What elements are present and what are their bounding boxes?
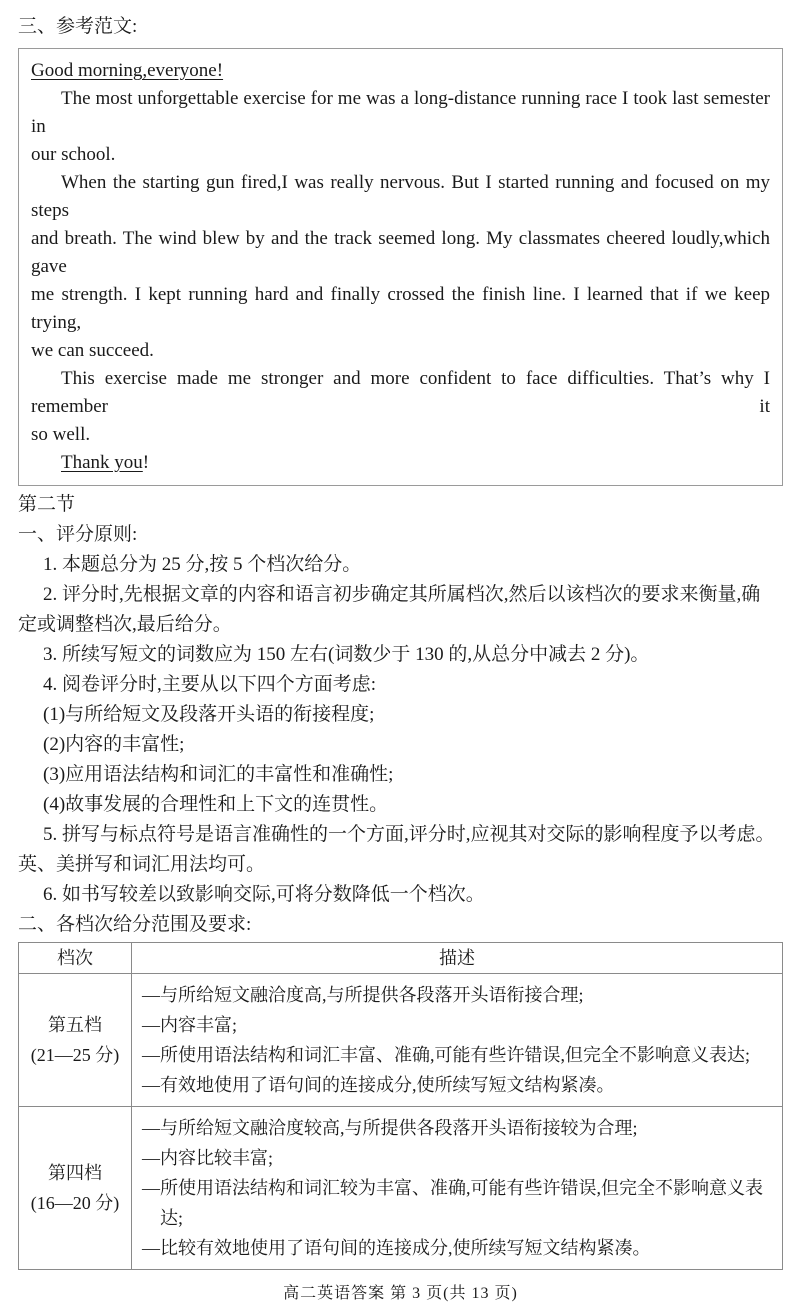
principle-line: 英、美拼写和词汇用法均可。 — [18, 854, 266, 875]
principle-line: 4. 阅卷评分时,主要从以下四个方面考虑: — [43, 674, 377, 695]
essay-line: and breath. The wind blew by and the track seemed long. My classmates cheered loudly,which gave — [31, 228, 770, 277]
principle-line: 1. 本题总分为 25 分,按 5 个档次给分。 — [43, 554, 362, 575]
level-cell — [19, 1107, 132, 1270]
criterion-line: —所使用语法结构和词汇丰富、准确,可能有些许错误,但完全不影响意义表达; — [142, 1045, 750, 1065]
description-cell — [132, 974, 783, 1107]
criterion-line: —内容比较丰富; — [142, 1148, 274, 1168]
essay-closing: Thank you! — [61, 452, 150, 473]
table-row — [19, 974, 783, 1107]
header-level: 档次 — [19, 943, 132, 974]
criterion-line: —有效地使用了语句间的连接成分,使所续写短文结构紧凑。 — [142, 1075, 615, 1095]
scoring-principles-heading: 一、评分原则: — [18, 524, 138, 545]
principle-line: (2)内容的丰富性; — [43, 734, 185, 755]
principle-line: (4)故事发展的合理性和上下文的连贯性。 — [43, 794, 389, 815]
principle-line: 定或调整档次,最后给分。 — [18, 614, 232, 635]
essay-line: The most unforgettable exercise for me was a long-distance running race I took last semester in — [31, 88, 770, 137]
essay-line: This exercise made me stronger and more confident to face difficulties. That’s why I remember it — [31, 368, 770, 417]
essay-line: When the starting gun fired,I was really nervous. But I started running and focused on my steps — [31, 172, 770, 221]
level-range: (21—25 分) — [30, 1045, 120, 1065]
header-description: 描述 — [132, 943, 783, 974]
description-cell — [132, 1107, 783, 1270]
principle-line: 3. 所续写短文的词数应为 150 左右(词数少于 130 的,从总分中减去 2 分)。 — [43, 644, 650, 665]
principle-line: 5. 拼写与标点符号是语言准确性的一个方面,评分时,应视其对交际的影响程度予以考虑。 — [43, 824, 775, 845]
principle-line: (1)与所给短文及段落开头语的衔接程度; — [43, 704, 375, 725]
page-footer: 高二英语答案 第 3 页(共 13 页) — [283, 1285, 518, 1302]
criterion-line: —与所给短文融洽度高,与所提供各段落开头语衔接合理; — [142, 985, 584, 1005]
level-name: 第四档 — [48, 1163, 102, 1183]
part2-heading: 第二节 — [18, 494, 76, 515]
grading-table — [18, 942, 783, 1270]
criterion-line: —与所给短文融洽度较高,与所提供各段落开头语衔接较为合理; — [142, 1118, 638, 1138]
essay-line: me strength. I kept running hard and finally crossed the finish line. I learned that if we keep trying, — [31, 284, 770, 333]
reference-essay-box — [18, 48, 783, 486]
criterion-line: —所使用语法结构和词汇较为丰富、准确,可能有些许错误,但完全不影响意义表达; — [142, 1178, 763, 1228]
essay-line: our school. — [31, 144, 116, 165]
section3-title: 三、参考范文: — [18, 16, 138, 37]
level-name: 第五档 — [48, 1015, 102, 1035]
principle-line: 6. 如书写较差以致影响交际,可将分数降低一个档次。 — [43, 884, 485, 905]
principle-line: 2. 评分时,先根据文章的内容和语言初步确定其所属档次,然后以该档次的要求来衡量,确 — [43, 584, 761, 605]
essay-greeting: Good morning,everyone! — [31, 60, 224, 81]
essay-line: so well. — [31, 424, 91, 445]
criterion-line: —比较有效地使用了语句间的连接成分,使所续写短文结构紧凑。 — [142, 1238, 651, 1258]
level-range: (16—20 分) — [30, 1193, 120, 1213]
essay-line: we can succeed. — [31, 340, 154, 361]
table-header-row — [19, 943, 783, 974]
level-cell — [19, 974, 132, 1107]
criterion-line: —内容丰富; — [142, 1015, 238, 1035]
score-range-heading: 二、各档次给分范围及要求: — [18, 914, 252, 935]
principle-line: (3)应用语法结构和词汇的丰富性和准确性; — [43, 764, 394, 785]
table-row — [19, 1107, 783, 1270]
